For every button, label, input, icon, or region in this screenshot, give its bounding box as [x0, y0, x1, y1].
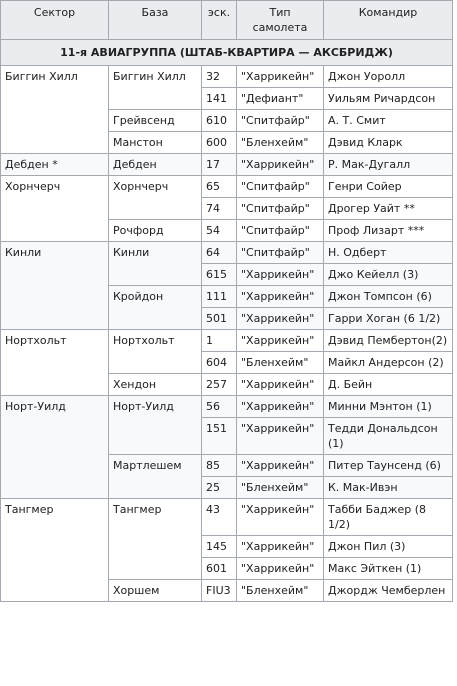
squadron-cell: FIU3: [202, 580, 237, 602]
base-cell: Дебден: [109, 154, 202, 176]
commander-cell: А. Т. Смит: [324, 110, 453, 132]
commander-cell: Гарри Хоган (6 1/2): [324, 308, 453, 330]
squadron-cell: 25: [202, 477, 237, 499]
squadron-cell: 501: [202, 308, 237, 330]
squadron-cell: 151: [202, 418, 237, 455]
header-commander: Командир: [324, 1, 453, 40]
table-row: [1, 499, 453, 536]
sector-cell: Хорнчерч: [1, 176, 109, 242]
header-sector: Сектор: [1, 1, 109, 40]
aircraft-cell: "Спитфайр": [237, 176, 324, 198]
aircraft-cell: "Харрикейн": [237, 536, 324, 558]
commander-cell: Питер Таунсенд (6): [324, 455, 453, 477]
aircraft-cell: "Спитфайр": [237, 220, 324, 242]
aircraft-cell: "Харрикейн": [237, 154, 324, 176]
aircraft-cell: "Дефиант": [237, 88, 324, 110]
aircraft-cell: "Харрикейн": [237, 66, 324, 88]
commander-cell: Генри Сойер: [324, 176, 453, 198]
base-cell: Хендон: [109, 374, 202, 396]
aircraft-cell: "Харрикейн": [237, 286, 324, 308]
sector-cell: Биггин Хилл: [1, 66, 109, 154]
squadron-cell: 600: [202, 132, 237, 154]
table-row: [1, 66, 453, 88]
base-cell: Нортхольт: [109, 330, 202, 374]
commander-cell: Дэвид Пембертон(2): [324, 330, 453, 352]
aircraft-cell: "Бленхейм": [237, 352, 324, 374]
aircraft-cell: "Харрикейн": [237, 264, 324, 286]
sector-cell: Норт-Уилд: [1, 396, 109, 499]
commander-cell: Р. Мак-Дугалл: [324, 154, 453, 176]
aircraft-cell: "Харрикейн": [237, 558, 324, 580]
commander-cell: Д. Бейн: [324, 374, 453, 396]
base-cell: Биггин Хилл: [109, 66, 202, 110]
sector-cell: Нортхольт: [1, 330, 109, 396]
base-cell: Грейвсенд: [109, 110, 202, 132]
squadron-cell: 54: [202, 220, 237, 242]
base-cell: Мартлешем: [109, 455, 202, 499]
sector-cell: Тангмер: [1, 499, 109, 602]
squadron-cell: 43: [202, 499, 237, 536]
commander-cell: Джо Кейелл (3): [324, 264, 453, 286]
aircraft-cell: "Бленхейм": [237, 477, 324, 499]
aircraft-cell: "Харрикейн": [237, 418, 324, 455]
commander-cell: Уильям Ричардсон: [324, 88, 453, 110]
squadron-cell: 74: [202, 198, 237, 220]
squadron-cell: 1: [202, 330, 237, 352]
squadron-cell: 85: [202, 455, 237, 477]
commander-cell: Проф Лизарт ***: [324, 220, 453, 242]
sector-cell: Дебден *: [1, 154, 109, 176]
squadron-cell: 604: [202, 352, 237, 374]
group-title-row: [1, 40, 453, 66]
table-row: [1, 330, 453, 352]
base-cell: Кройдон: [109, 286, 202, 330]
base-cell: Кинли: [109, 242, 202, 286]
table-row: [1, 396, 453, 418]
squadron-cell: 145: [202, 536, 237, 558]
aircraft-cell: "Харрикейн": [237, 308, 324, 330]
header-row: [1, 1, 453, 40]
commander-cell: Н. Одберт: [324, 242, 453, 264]
aircraft-cell: "Спитфайр": [237, 242, 324, 264]
commander-cell: Майкл Андерсон (2): [324, 352, 453, 374]
aircraft-cell: "Харрикейн": [237, 455, 324, 477]
aircraft-cell: "Спитфайр": [237, 110, 324, 132]
squadron-cell: 615: [202, 264, 237, 286]
aircraft-cell: "Харрикейн": [237, 396, 324, 418]
base-cell: Тангмер: [109, 499, 202, 580]
header-squadron: эск.: [202, 1, 237, 40]
header-aircraft: Тип самолета: [237, 1, 324, 40]
table-row: [1, 176, 453, 198]
base-cell: Манстон: [109, 132, 202, 154]
aircraft-cell: "Бленхейм": [237, 132, 324, 154]
aircraft-cell: "Харрикейн": [237, 499, 324, 536]
squadron-cell: 610: [202, 110, 237, 132]
squadron-cell: 64: [202, 242, 237, 264]
commander-cell: Макс Эйткен (1): [324, 558, 453, 580]
squadron-cell: 601: [202, 558, 237, 580]
table-body: [1, 40, 453, 602]
squadron-cell: 257: [202, 374, 237, 396]
table-row: [1, 154, 453, 176]
commander-cell: Минни Мэнтон (1): [324, 396, 453, 418]
commander-cell: Тедди Дональдсон (1): [324, 418, 453, 455]
commander-cell: Джон Томпсон (6): [324, 286, 453, 308]
base-cell: Хорнчерч: [109, 176, 202, 220]
squadron-cell: 32: [202, 66, 237, 88]
aircraft-cell: "Харрикейн": [237, 374, 324, 396]
commander-cell: Джордж Чемберлен: [324, 580, 453, 602]
sector-cell: Кинли: [1, 242, 109, 330]
aircraft-cell: "Спитфайр": [237, 198, 324, 220]
commander-cell: Дэвид Кларк: [324, 132, 453, 154]
aircraft-cell: "Харрикейн": [237, 330, 324, 352]
commander-cell: Джон Пил (3): [324, 536, 453, 558]
squadron-cell: 141: [202, 88, 237, 110]
commander-cell: К. Мак-Ивэн: [324, 477, 453, 499]
squadron-cell: 17: [202, 154, 237, 176]
commander-cell: Дрогер Уайт **: [324, 198, 453, 220]
aircraft-cell: "Бленхейм": [237, 580, 324, 602]
squadron-cell: 56: [202, 396, 237, 418]
commander-cell: Табби Баджер (8 1/2): [324, 499, 453, 536]
base-cell: Норт-Уилд: [109, 396, 202, 455]
squadron-cell: 111: [202, 286, 237, 308]
commander-cell: Джон Уоролл: [324, 66, 453, 88]
base-cell: Рочфорд: [109, 220, 202, 242]
squadron-cell: 65: [202, 176, 237, 198]
table-row: [1, 242, 453, 264]
header-base: База: [109, 1, 202, 40]
group-title: 11-я АВИАГРУППА (ШТАБ-КВАРТИРА — АКСБРИДЖ): [1, 40, 453, 66]
base-cell: Хоршем: [109, 580, 202, 602]
